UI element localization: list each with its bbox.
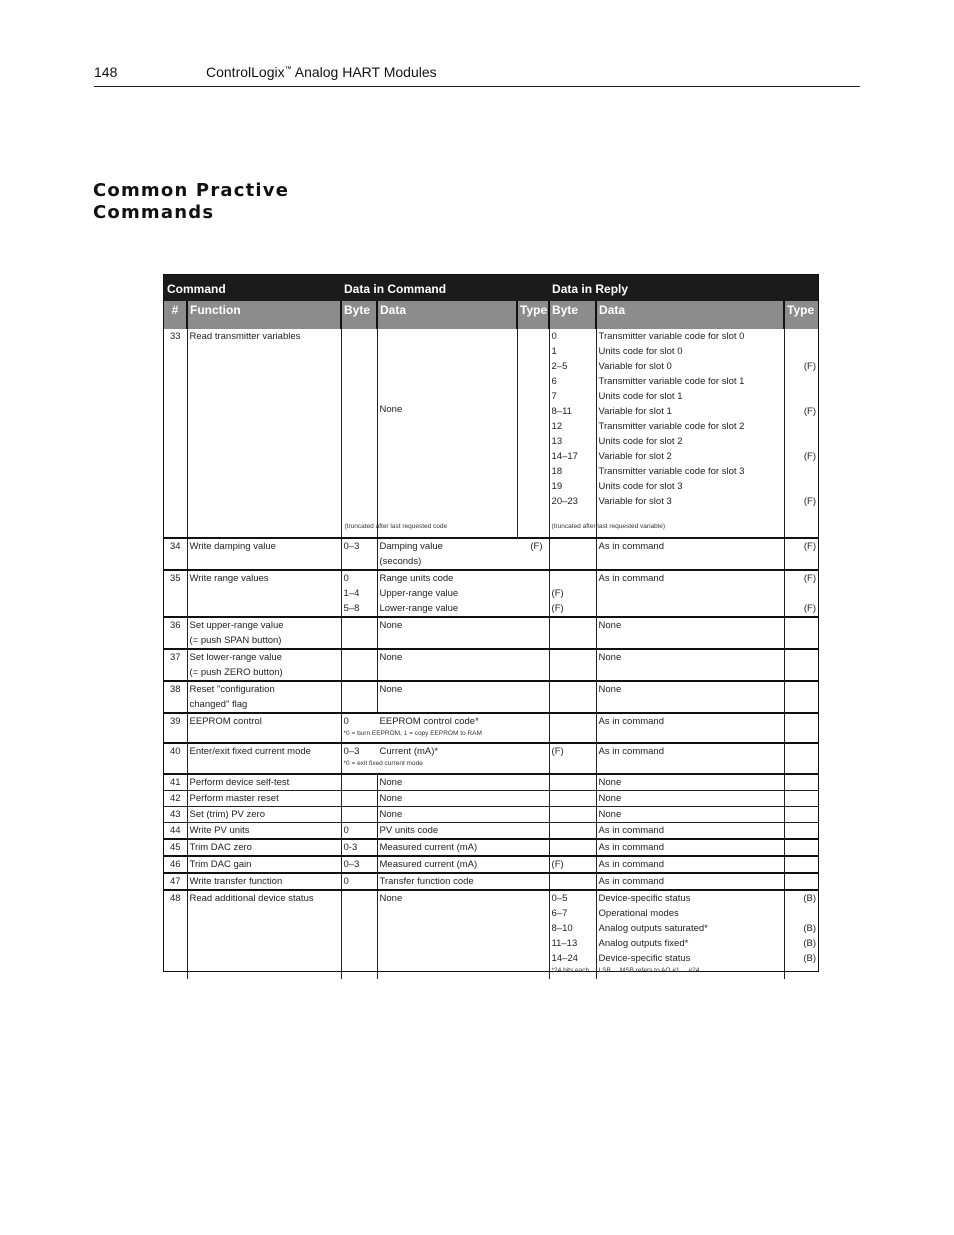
reply-type: [784, 823, 818, 840]
command-data: [341, 743, 549, 774]
page-header: [94, 62, 860, 87]
reply-type: [784, 856, 818, 873]
reply-data: As in command: [596, 743, 784, 774]
reply-data-item: Operational modes: [598, 908, 679, 919]
reply-byte: [549, 538, 596, 570]
reply-type: [784, 570, 818, 617]
reply-data: As in command: [596, 823, 784, 840]
table-row: [164, 681, 818, 713]
reply-type: [784, 743, 818, 774]
reply-data: As in command: [596, 538, 784, 570]
reply-type: [784, 873, 818, 890]
commands-table-frame: [163, 274, 819, 972]
group-header-command: Command: [164, 275, 341, 301]
command-function: Trim DAC gain: [187, 856, 341, 873]
command-function: [187, 649, 341, 681]
group-header-data-in-reply: Data in Reply: [549, 275, 818, 301]
reply-data-item: Analog outputs fixed*: [598, 938, 689, 949]
command-byte: [341, 890, 377, 979]
table-row: [164, 743, 818, 774]
command-number: 41: [169, 777, 181, 788]
command-function: Perform device self-test: [187, 774, 341, 791]
reply-byte-item: 1: [551, 346, 557, 357]
reply-type-item: [787, 389, 817, 404]
reply-type: [784, 890, 818, 979]
reply-data: None: [596, 681, 784, 713]
command-data: [377, 570, 549, 617]
command-data-item: Range units code: [379, 573, 454, 584]
table-row: [164, 890, 818, 979]
reply-byte-item: 7: [551, 391, 557, 402]
page-number: 148: [94, 64, 118, 80]
column-header-row: [164, 301, 818, 329]
reply-data-item: Transmitter variable code for slot 3: [598, 466, 745, 477]
command-number: 46: [164, 856, 187, 873]
command-data: None: [377, 681, 549, 713]
column-header-reply-type: Type: [784, 301, 818, 329]
reply-byte-item: 2–5: [551, 361, 568, 372]
command-data: Measured current (mA): [377, 856, 549, 873]
command-data: None: [377, 774, 549, 791]
reply-type-item: (F): [803, 451, 817, 462]
command-number: 48: [169, 893, 181, 904]
table-row: [164, 713, 818, 743]
reply-type-item: (B): [803, 938, 817, 949]
reply-byte-item: 13: [551, 436, 563, 447]
column-header-function: Function: [187, 301, 341, 329]
reply-byte: [549, 713, 596, 743]
command-data-note: *0 = exit fixed current mode: [343, 760, 423, 767]
command-data-line: (seconds): [379, 556, 422, 567]
table-row: [164, 791, 818, 807]
command-data-value: Current (mA)*: [379, 746, 439, 757]
reply-data: None: [596, 617, 784, 649]
reply-data: None: [596, 807, 784, 823]
command-byte-item: 5–8: [343, 603, 360, 614]
reply-data: None: [596, 791, 784, 807]
command-type: (F): [549, 743, 596, 774]
reply-data-note: LSB ... MSB refers to AO #1 ... #24.: [598, 967, 702, 974]
reply-byte: [549, 791, 596, 807]
reply-type: [784, 774, 818, 791]
command-byte: 0: [341, 823, 377, 840]
reply-data-item: Units code for slot 1: [598, 391, 683, 402]
command-data-value: EEPROM control code*: [379, 716, 479, 727]
command-byte: [341, 807, 377, 823]
reply-type-item: (F): [803, 603, 817, 614]
command-function: Read transmitter variables: [187, 329, 341, 538]
reply-byte: [549, 570, 596, 617]
reply-byte-item: 11–13: [551, 938, 578, 949]
command-byte: [341, 329, 377, 538]
command-number: 39: [164, 713, 187, 743]
table-row: [164, 649, 818, 681]
group-header-data-in-command: Data in Command: [341, 275, 549, 301]
reply-type-item: (B): [803, 923, 817, 934]
reply-data-item: Units code for slot 3: [598, 481, 683, 492]
reply-byte: [549, 807, 596, 823]
reply-byte: [549, 649, 596, 681]
command-function-line: (= push ZERO button): [189, 667, 283, 678]
running-title-rest: Analog HART Modules: [291, 64, 437, 80]
running-title: [206, 64, 437, 80]
command-function: Trim DAC zero: [187, 839, 341, 856]
reply-byte: [549, 681, 596, 713]
command-byte: [341, 774, 377, 791]
reply-type: [784, 839, 818, 856]
command-function-line: changed" flag: [189, 699, 248, 710]
command-type: (F): [549, 856, 596, 873]
command-data-item: Lower-range value: [379, 603, 459, 614]
reply-data: As in command: [596, 856, 784, 873]
reply-data-item: Transmitter variable code for slot 2: [598, 421, 745, 432]
reply-data: None: [596, 774, 784, 791]
command-function: Enter/exit fixed current mode: [187, 743, 341, 774]
reply-data: As in command: [596, 839, 784, 856]
reply-type-item: [787, 586, 817, 601]
command-data: PV units code: [377, 823, 549, 840]
table-row: [164, 570, 818, 617]
command-data: None: [377, 890, 549, 979]
reply-type: [784, 681, 818, 713]
reply-type-item: [787, 329, 817, 344]
reply-data: As in command: [596, 713, 784, 743]
command-byte: [341, 681, 377, 713]
reply-type-item: (F): [803, 406, 817, 417]
reply-byte: [549, 823, 596, 840]
reply-byte-item: 0: [551, 331, 557, 342]
column-header-number: #: [164, 301, 187, 329]
commands-table: [164, 275, 818, 979]
reply-data-item: Variable for slot 3: [598, 496, 672, 507]
reply-byte-item: 8–11: [551, 406, 572, 417]
reply-data: As in command: [596, 873, 784, 890]
table-row: [164, 774, 818, 791]
command-data: [377, 538, 549, 570]
reply-byte-item: 6–7: [551, 908, 568, 919]
reply-data-note: (truncated after last requested variable): [551, 523, 665, 530]
reply-byte-item: 19: [551, 481, 563, 492]
command-type-item: (F): [551, 603, 564, 614]
command-data-item: Upper-range value: [379, 588, 459, 599]
column-header-reply-byte: Byte: [549, 301, 596, 329]
command-byte: [341, 791, 377, 807]
command-function: Perform master reset: [187, 791, 341, 807]
table-row: [164, 839, 818, 856]
command-type-item: [552, 571, 594, 586]
reply-data-item: Units code for slot 2: [598, 436, 683, 447]
command-data: [344, 329, 517, 538]
section-heading: [93, 180, 353, 224]
command-number: 35: [164, 570, 187, 617]
command-number: 47: [164, 873, 187, 890]
reply-byte: [549, 839, 596, 856]
reply-data: [596, 329, 784, 538]
command-data: None: [377, 807, 549, 823]
table-row: [164, 856, 818, 873]
reply-type-item: (F): [803, 496, 817, 507]
command-function: Set (trim) PV zero: [187, 807, 341, 823]
reply-byte-note: *24 bits each: [551, 967, 590, 974]
reply-data-item: Analog outputs saturated*: [598, 923, 708, 934]
table-row: [164, 873, 818, 890]
reply-data: None: [596, 649, 784, 681]
reply-byte-item: 12: [551, 421, 563, 432]
reply-data-item: Transmitter variable code for slot 0: [598, 331, 745, 342]
reply-type-item: [787, 906, 817, 921]
command-byte: 0: [343, 716, 349, 727]
command-number: 45: [164, 839, 187, 856]
command-type: (F): [530, 541, 543, 552]
command-function-line: Reset "configuration: [189, 684, 275, 695]
command-byte: [341, 649, 377, 681]
trademark-mark: ™: [284, 66, 292, 73]
reply-byte: [549, 774, 596, 791]
reply-byte-item: 14–24: [551, 953, 578, 964]
table-row: [164, 538, 818, 570]
command-function: Read additional device status: [187, 890, 341, 979]
command-function: [187, 681, 341, 713]
reply-byte-item: 0–5: [551, 893, 568, 904]
reply-type-item: [787, 434, 817, 449]
reply-byte: [549, 890, 596, 979]
column-header-command-byte: Byte: [341, 301, 377, 329]
reply-byte-item: 6: [551, 376, 557, 387]
reply-type: [784, 791, 818, 807]
table-row: [164, 807, 818, 823]
reply-type-item: (B): [803, 893, 817, 904]
command-byte: 0–3: [341, 856, 377, 873]
command-type: [517, 329, 549, 538]
command-byte-item: 0: [343, 573, 349, 584]
command-function: Write range values: [187, 570, 341, 617]
reply-byte-item: 14–17: [551, 451, 578, 462]
command-number: 43: [169, 809, 181, 820]
command-data: Measured current (mA): [377, 839, 549, 856]
command-data: None: [377, 791, 549, 807]
reply-type: (F): [784, 538, 818, 570]
command-byte-item: 1–4: [343, 588, 360, 599]
command-type-item: (F): [551, 588, 564, 599]
table-row: [164, 823, 818, 840]
command-number: 33: [164, 329, 187, 538]
command-number: 36: [164, 617, 187, 649]
reply-byte: [549, 617, 596, 649]
table-row: [164, 329, 818, 538]
section-heading-line-2: Commands: [93, 202, 215, 223]
command-number: 38: [164, 681, 187, 713]
reply-data-item: Units code for slot 0: [598, 346, 683, 357]
reply-type-item: [787, 344, 817, 359]
command-number: 44: [164, 823, 187, 840]
column-header-command-type: Type: [517, 301, 549, 329]
command-function: Write PV units: [187, 823, 341, 840]
command-data: Transfer function code: [377, 873, 549, 890]
reply-type-item: [787, 419, 817, 434]
command-byte: 0–3: [341, 538, 377, 570]
reply-byte-item: 8–10: [551, 923, 573, 934]
reply-data-item: Variable for slot 0: [598, 361, 672, 372]
command-function-line: Set upper-range value: [189, 620, 284, 631]
command-data-note: (truncated after last requested code: [344, 523, 448, 530]
command-byte: 0: [341, 873, 377, 890]
command-function-line: (= push SPAN button): [189, 635, 282, 646]
reply-type: [784, 329, 818, 538]
reply-data-item: Device-specific status: [598, 953, 691, 964]
command-number: 37: [164, 649, 187, 681]
reply-byte-item: 18: [551, 466, 563, 477]
running-title-main: ControlLogix: [206, 64, 285, 80]
reply-byte: [549, 873, 596, 890]
reply-type: [784, 807, 818, 823]
reply-type-item: (F): [803, 361, 817, 372]
command-function: Write transfer function: [187, 873, 341, 890]
reply-type-item: [787, 464, 817, 479]
reply-data: As in command: [596, 570, 784, 617]
command-byte: 0-3: [341, 839, 377, 856]
table-row: [164, 617, 818, 649]
reply-type-item: (F): [803, 573, 817, 584]
reply-type: [784, 649, 818, 681]
command-byte: [341, 570, 377, 617]
reply-data-item: Device-specific status: [598, 893, 691, 904]
command-data: [341, 713, 549, 743]
reply-type-item: [787, 374, 817, 389]
reply-byte-item: 20–23: [551, 496, 578, 507]
command-byte: 0–3: [343, 746, 360, 757]
reply-data: [596, 890, 784, 979]
reply-type-item: [787, 479, 817, 494]
reply-data-item: Variable for slot 1: [598, 406, 672, 417]
reply-data-item: Variable for slot 2: [598, 451, 672, 462]
command-data-value: None: [379, 404, 403, 415]
command-data: None: [377, 617, 549, 649]
command-function-line: Set lower-range value: [189, 652, 282, 663]
column-header-reply-data: Data: [596, 301, 784, 329]
command-number: 40: [164, 743, 187, 774]
command-data: None: [377, 649, 549, 681]
command-data-note: *0 = burn EEPROM, 1 = copy EEPROM to RAM: [343, 730, 482, 737]
reply-type: [784, 713, 818, 743]
command-function: EEPROM control: [187, 713, 341, 743]
reply-type-item: (B): [803, 953, 817, 964]
command-function: [187, 617, 341, 649]
reply-data-item: Transmitter variable code for slot 1: [598, 376, 745, 387]
column-header-command-data: Data: [377, 301, 517, 329]
command-byte: [341, 617, 377, 649]
command-number: 34: [164, 538, 187, 570]
command-data-line: Damping value: [379, 541, 443, 552]
group-header-row: [164, 275, 818, 301]
reply-type: [784, 617, 818, 649]
command-number: 42: [169, 793, 181, 804]
command-function: Write damping value: [187, 538, 341, 570]
section-heading-line-1: Common Practive: [93, 180, 290, 201]
